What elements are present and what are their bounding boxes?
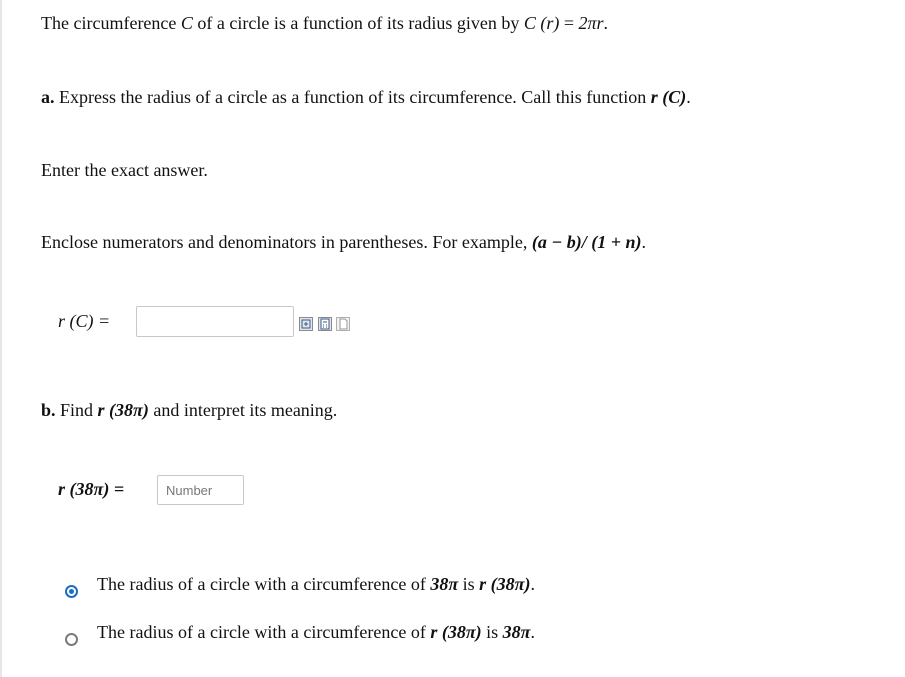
option-1-text[interactable] <box>97 574 535 595</box>
answer-b-label: r (38π) = <box>58 479 125 499</box>
answer-a-input[interactable] <box>137 307 293 336</box>
help-document-icon[interactable] <box>336 317 350 331</box>
intro-text-mid: of a circle is a function of its radius given by <box>197 13 520 33</box>
part-a-text: Express the radius of a circle as a function of its circumference. Call this function <box>59 87 647 107</box>
hint-example: (a − b)/ (1 + n) <box>531 232 642 252</box>
part-a-prompt <box>41 87 691 108</box>
eq-rhs: 2πr <box>578 13 604 33</box>
var-c: C <box>180 13 193 33</box>
part-a-fn: r (C) <box>650 87 687 107</box>
hint-text: Enclose numerators and denominators in parentheses. For example, <box>41 232 528 252</box>
left-border <box>0 0 2 677</box>
option-1-expr2: r (38π) <box>479 574 531 594</box>
answer-b-input[interactable] <box>158 476 243 504</box>
eq-lhs: C (r) <box>523 13 560 33</box>
option-2-radio[interactable] <box>65 633 78 646</box>
part-b-prompt <box>41 400 337 421</box>
option-2-middle: is <box>486 622 499 642</box>
hint-period: . <box>641 232 647 252</box>
option-2-text[interactable] <box>97 622 535 643</box>
option-1-expr1: 38π <box>430 574 459 594</box>
option-1-period: . <box>530 574 535 594</box>
option-1-radio[interactable] <box>65 585 78 598</box>
intro-text: The circumference <box>41 13 177 33</box>
part-a-label: a. <box>41 87 55 107</box>
option-2-period: . <box>530 622 535 642</box>
eq-sign: = <box>563 13 574 33</box>
option-2-expr2: 38π <box>502 622 531 642</box>
part-b-label: b. <box>41 400 56 420</box>
option-2-label: The radius of a circle with a circumference of <box>97 622 426 642</box>
option-2-expr1: r (38π) <box>430 622 482 642</box>
part-a-period: . <box>686 87 691 107</box>
intro-statement <box>41 13 608 34</box>
parentheses-hint <box>41 232 646 253</box>
answer-a-field[interactable] <box>136 306 294 337</box>
equation-editor-icon[interactable] <box>299 317 313 331</box>
answer-a-label: r (C) = <box>58 311 111 331</box>
intro-period: . <box>603 13 609 33</box>
part-b-text-start: Find <box>60 400 94 420</box>
part-b-expr: r (38π) <box>97 400 149 420</box>
part-b-text-end: and interpret its meaning. <box>153 400 338 420</box>
answer-b-field[interactable] <box>157 475 244 505</box>
calculator-icon[interactable] <box>318 317 332 331</box>
exact-answer-instruction: Enter the exact answer. <box>41 160 208 180</box>
option-1-middle: is <box>462 574 475 594</box>
option-1-label: The radius of a circle with a circumference of <box>97 574 426 594</box>
